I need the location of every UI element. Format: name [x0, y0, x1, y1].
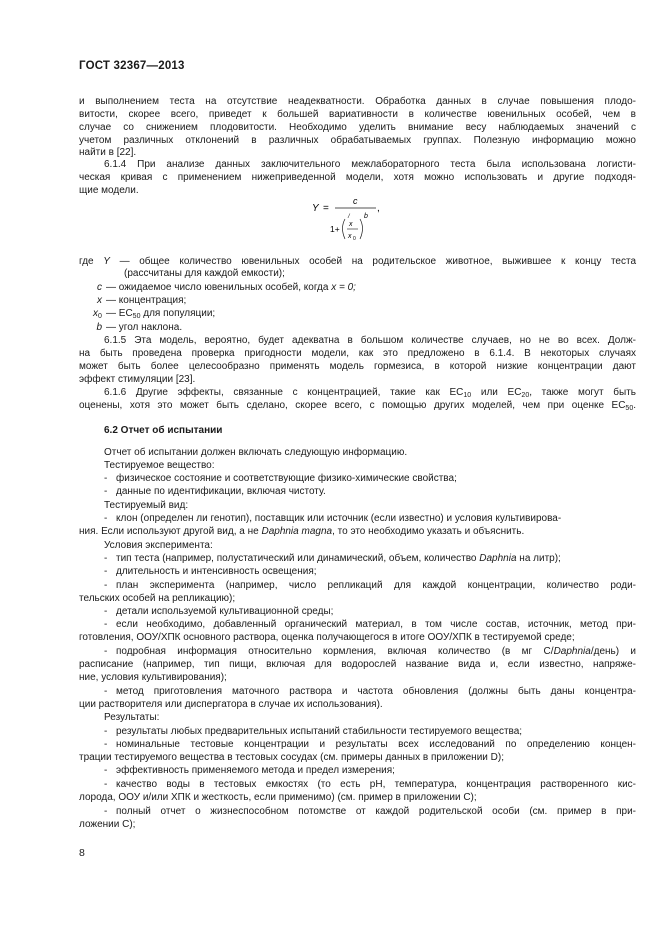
- formula-exp: b: [364, 213, 368, 220]
- report-line: трации тестируемого вещества в тестовых сосудах (см. примеры данных в приложении D);: [79, 752, 504, 763]
- report-bullet-item: [104, 606, 333, 618]
- legend-x0-text-sub: 50: [132, 313, 141, 320]
- legend-y-text: — общее количество ювенильных особей на родительское животное, выжившее к концу теста: [119, 256, 637, 267]
- paragraph-line: ческая кривая с применением нижеприведенной модели, хотя можно использовать и другие подходя-: [79, 172, 636, 183]
- report-bullet-item: [104, 739, 636, 751]
- paragraph-line: и выполнением теста на отсутствие неадекватности. Обработка данных в случае повышения плодо-: [79, 96, 636, 107]
- legend-c-tail: x = 0;: [331, 282, 356, 293]
- paragraph-line: на быть проведена проверка пригодности модели, как это предложено в 6.1.4. В некоторых случаях: [79, 348, 636, 359]
- paragraph-line: 6.1.5 Эта модель, вероятно, будет адекватна в большом количестве случаев, но не во всех. Долж-: [104, 335, 636, 346]
- bullet-text: физическое состояние и соответствующие физико-химические свойства;: [116, 473, 457, 484]
- section-heading: 6.2 Отчет об испытании: [104, 425, 223, 436]
- report-bullet-item: [104, 806, 636, 818]
- report-bullet-item: [104, 553, 561, 565]
- report-line: ния. Если используют другой вид, а не Daphnia magna, то это необходимо указать и объяснить.: [79, 526, 525, 537]
- formula-close-paren: [360, 219, 363, 239]
- legend-x0-sym: x: [93, 308, 98, 319]
- report-line: ние, условия культивирования);: [79, 672, 227, 683]
- legend-b-text: — угол наклона.: [106, 322, 183, 333]
- bullet-dash: -: [104, 486, 108, 497]
- species-name: Daphnia: [553, 646, 591, 657]
- legend-x0-sub: 0: [98, 313, 102, 320]
- bullet-dash: -: [104, 619, 108, 630]
- bullet-text: качество воды в тестовых емкостях (то есть pH, температура, концентрация растворенного кис-: [116, 779, 636, 790]
- bullet-dash: -: [104, 513, 108, 524]
- legend-b-symbol: b: [96, 322, 102, 333]
- legend-y-line: [79, 256, 636, 268]
- report-line: ции растворителя или диспергатора в случае их использования).: [79, 699, 383, 710]
- p3-b2: .: [633, 400, 636, 411]
- paragraph-line: может быть более целесообразно применять модель гормезиса, в которой низкие концентрации дают: [79, 361, 636, 372]
- report-bullet-item: [104, 566, 317, 578]
- legend-x0-text-b: для популяции;: [140, 308, 216, 319]
- report-bullet-item: [104, 765, 395, 777]
- report-line: лорода, ООУ и/или ХПК и жесткость, если применимо) (см. пример в приложении C);: [79, 792, 477, 803]
- paragraph-line: учетом различных отклонений в различных обрабатываемых группах. Полезную информацию можно: [79, 135, 636, 146]
- bullet-text: номинальные тестовые концентрации и результаты всех исследований по определению концен-: [116, 739, 636, 750]
- report-line: готовления, ООУ/ХПК основного раствора, оценка получающегося в итоге ООУ/ХПК в тестируемой среде;: [79, 632, 575, 643]
- bullet-text: если необходимо, добавленный органический материал, в том числе состав, источник, метод при-: [116, 619, 636, 630]
- report-bullet-item: [104, 779, 636, 791]
- bullet-text: длительность и интенсивность освещения;: [116, 566, 317, 577]
- logistic-formula: [310, 194, 400, 252]
- report-bullet-item: [104, 580, 636, 592]
- bullet-dash: -: [104, 606, 108, 617]
- report-line: Тестируемое вещество:: [104, 460, 215, 471]
- report-line: тельских особей на репликацию);: [79, 593, 236, 604]
- bullet-text: тип теста (например, полустатический или динамический, объем, количество Daphnia на литр);: [116, 553, 561, 564]
- legend-where: где: [79, 256, 94, 267]
- report-bullet-item: [104, 619, 636, 631]
- bullet-dash: -: [104, 726, 108, 737]
- paragraph-line: щие модели.: [79, 185, 139, 196]
- bullet-text: клон (определен ли генотип), поставщик или источник (если известно) и условия культивирова-: [116, 513, 562, 524]
- bullet-dash: -: [104, 473, 108, 484]
- p3-a-sub2: 20: [521, 392, 530, 399]
- bullet-dash: -: [104, 765, 108, 776]
- report-bullet-item: [104, 513, 561, 525]
- bullet-text: полный отчет о жизнеспособном потомстве от каждой родительской особи (см. пример в при-: [116, 806, 636, 817]
- bullet-text: план эксперимента (например, число репликаций для каждой концентрации, количество роди-: [116, 580, 636, 591]
- bullet-text: данные по идентификации, включая чистоту.: [116, 486, 326, 497]
- legend-x0-symbol: [93, 308, 102, 323]
- page-number: 8: [79, 847, 85, 859]
- bullet-dash: -: [104, 553, 108, 564]
- report-line: Условия эксперимента:: [104, 540, 213, 551]
- formula-lhs: Y: [312, 203, 319, 214]
- formula-x0: x: [348, 233, 352, 240]
- formula-x: x: [349, 221, 353, 228]
- report-line: ложении C);: [79, 819, 136, 830]
- legend-x0-line: [106, 308, 215, 323]
- formula-x0-sub: 0: [353, 236, 356, 242]
- report-bullet-item: [104, 726, 522, 738]
- p3-b-sub: 50: [625, 405, 634, 412]
- report-line: расписание (например, тип пищи, включая для водорослей название вида и, если известно, напряже-: [79, 659, 636, 670]
- report-line: Тестируемый вид:: [104, 500, 189, 511]
- bullet-dash: -: [104, 779, 108, 790]
- bullet-text: подробная информация относительно кормления, включая количество (в мг C/Daphnia/день) и: [116, 646, 636, 657]
- p3-a-sub1: 10: [463, 392, 472, 399]
- p3-line-b: [79, 400, 636, 415]
- formula-tilde: /: [348, 214, 350, 220]
- p3-b1: оценены, хотя это может быть сделано, скорее всего, с помощью других моделей, чем при оценке EC: [79, 400, 626, 411]
- legend-c-symbol: c: [97, 282, 102, 293]
- paragraph-line: эффект стимуляции [23].: [79, 374, 196, 385]
- legend-c-text: — ожидаемое число ювенильных особей, когда: [106, 282, 329, 293]
- bullet-dash: -: [104, 806, 108, 817]
- legend-y-symbol: Y: [103, 256, 110, 267]
- p3-a3: , также могут быть: [529, 387, 636, 398]
- report-bullet-item: [104, 486, 326, 498]
- report-bullet-item: [104, 686, 636, 698]
- legend-x0-text-a: — EC: [106, 308, 133, 319]
- formula-one-plus: 1+: [330, 224, 340, 234]
- paragraph-line: 6.1.4 При анализе данных заключительного межлабораторного теста была использована логисти-: [104, 159, 636, 170]
- report-bullet-item: [104, 473, 457, 485]
- bullet-text: эффективность применяемого метода и предел измерения;: [116, 765, 395, 776]
- report-bullet-item: [104, 646, 636, 658]
- report-line: Отчет об испытании должен включать следующую информацию.: [104, 447, 408, 458]
- bullet-dash: -: [104, 686, 108, 697]
- species-name: Daphnia magna: [261, 526, 333, 537]
- formula-numerator: c: [353, 196, 358, 206]
- p3-a2: или EC: [471, 387, 522, 398]
- document-header: ГОСТ 32367—2013: [79, 60, 185, 72]
- bullet-dash: -: [104, 646, 108, 657]
- legend-x-text: — концентрация;: [106, 295, 187, 306]
- bullet-dash: -: [104, 566, 108, 577]
- paragraph-line: случае со снижением плодовитости. Необходимо уделить внимание весу наблюдаемых значений с: [79, 122, 636, 133]
- legend-x-symbol: x: [97, 295, 102, 306]
- formula-eq: =: [323, 203, 329, 214]
- bullet-text: детали используемой культивационной среды;: [116, 606, 334, 617]
- bullet-dash: -: [104, 739, 108, 750]
- formula-open-paren: [343, 219, 346, 239]
- formula-trail: ,: [377, 203, 380, 214]
- legend-c-line: [106, 282, 356, 294]
- paragraph-line: найти в [22].: [79, 147, 137, 158]
- paragraph-line: витости, скорее всего, приведет к большей вариативности в количестве ювенильных особей, чем в: [79, 109, 636, 120]
- bullet-dash: -: [104, 580, 108, 591]
- bullet-text: метод приготовления маточного раствора и частота обновления (должны быть даны концентра-: [116, 686, 636, 697]
- legend-y-cont: (рассчитаны для каждой емкости);: [124, 268, 285, 279]
- bullet-text: результаты любых предварительных испытаний стабильности тестируемого вещества;: [116, 726, 523, 737]
- p3-a1: 6.1.6 Другие эффекты, связанные с концентрацией, такие как EC: [104, 387, 464, 398]
- species-name: Daphnia: [479, 553, 517, 564]
- report-line: Результаты:: [104, 712, 160, 723]
